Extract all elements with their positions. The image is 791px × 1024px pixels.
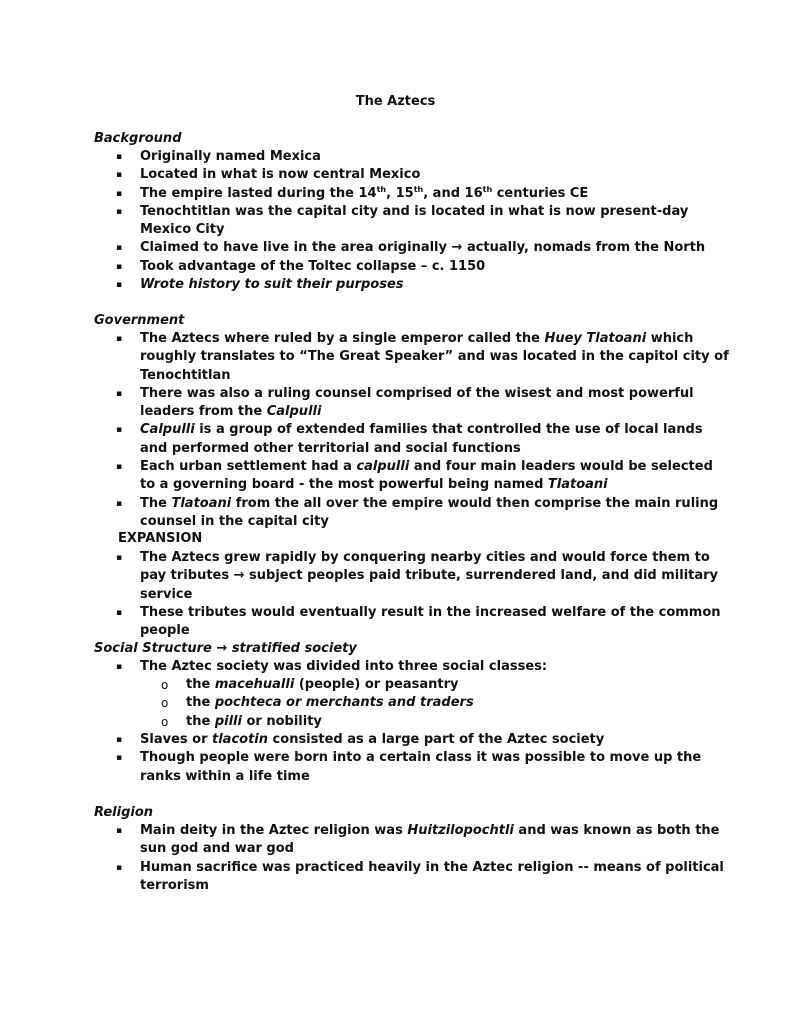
list-item: o the macehualli (people) or peasantry [0,676,791,694]
bullet-icon: ▪ [116,607,123,618]
social-structure-heading: Social Structure → stratified society [94,641,357,656]
list-item: ▪ Located in what is now central Mexico [0,166,730,184]
circle-bullet-icon: o [161,678,169,692]
bullet-icon: ▪ [116,170,123,181]
government-list [0,330,791,531]
arrow-right-icon: → [451,240,463,256]
list-item: ▪ The Aztecs where ruled by a single emperor called the Huey Tlatoani which roughly translates to “The Great Speaker” and was located in the capitol city of Tenochtitlan [116,331,729,383]
list-item: ▪ The Tlatoani from the all over the empire would then comprise the main ruling counsel in the capital city [116,495,719,529]
bullet-icon: ▪ [116,280,123,291]
arrow-right-icon: → [233,568,245,584]
list-item: ▪ Though people were born into a certain class it was possible to move up the ranks within a life time [116,750,702,784]
list-item: ▪ Main deity in the Aztec religion was Huitzilopochtli and was known as both the sun god and war god [116,823,720,857]
list-item: ▪ Took advantage of the Toltec collapse – c. 1150 [0,258,730,276]
bullet-icon: ▪ [116,753,123,764]
list-item: ▪ The Aztec society was divided into three social classes: [0,658,730,676]
list-item: o the pochteca or merchants and traders [0,694,791,712]
background-list [0,148,791,294]
bullet-icon: ▪ [116,425,123,436]
bullet-icon: ▪ [116,462,123,473]
list-item: ▪ Claimed to have live in the area originally → actually, nomads from the North [0,239,730,257]
religion-list [0,822,791,895]
list-item: ▪ The Aztecs grew rapidly by conquering nearby cities and would force them to pay tributes → subject peoples paid tribute, surrendered land, and did military service [116,550,719,602]
bullet-icon: ▪ [116,735,123,745]
expansion-heading: EXPANSION [118,531,203,546]
bullet-icon: ▪ [116,862,123,873]
list-item: ▪ Slaves or tlacotin consisted as a large part of the Aztec society [0,731,730,749]
bullet-icon: ▪ [116,188,123,199]
bullet-icon: ▪ [116,334,123,344]
religion-heading: Religion [94,805,154,820]
list-item: ▪ These tributes would eventually result in the increased welfare of the common people [116,604,721,639]
circle-bullet-icon: o [161,696,169,711]
background-heading: Background [94,131,182,146]
expansion-list [0,549,791,640]
bullet-icon: ▪ [116,553,123,563]
bullet-icon: ▪ [116,498,123,509]
arrow-right-icon: → [216,641,228,656]
government-heading: Government [94,313,185,328]
social-list [0,731,791,786]
list-item: ▪ Human sacrifice was practiced heavily in the Aztec religion -- means of political terrorism [116,859,724,893]
social-list-intro [0,658,791,676]
circle-bullet-icon: o [161,714,169,729]
bullet-icon: ▪ [116,261,123,272]
list-item: ▪ Wrote history to suit their purposes [0,276,730,294]
bullet-icon: ▪ [116,243,123,254]
list-item: o the pilli or nobility [0,713,791,731]
page-title: The Aztecs [355,94,436,109]
social-classes-list [0,676,791,731]
bullet-icon: ▪ [116,826,123,836]
list-item: ▪ Originally named Mexica [0,148,730,166]
list-item: ▪ The empire lasted during the 14th, 15th, and 16th centuries CE [0,185,730,203]
bullet-icon: ▪ [116,388,123,399]
list-item: ▪ Each urban settlement had a calpulli and four main leaders would be selected to a governing board - the most powerful being named Tlatoani [116,459,713,493]
bullet-icon: ▪ [116,206,123,217]
list-item: ▪ Calpulli is a group of extended families that controlled the use of local lands and performed other territorial and social functions [116,422,703,456]
bullet-icon: ▪ [116,662,123,672]
list-item: ▪ Tenochtitlan was the capital city and is located in what is now present-day Mexico City [116,203,689,238]
bullet-icon: ▪ [116,152,123,162]
list-item: ▪ There was also a ruling counsel comprised of the wisest and most powerful leaders from the Calpulli [116,385,694,420]
